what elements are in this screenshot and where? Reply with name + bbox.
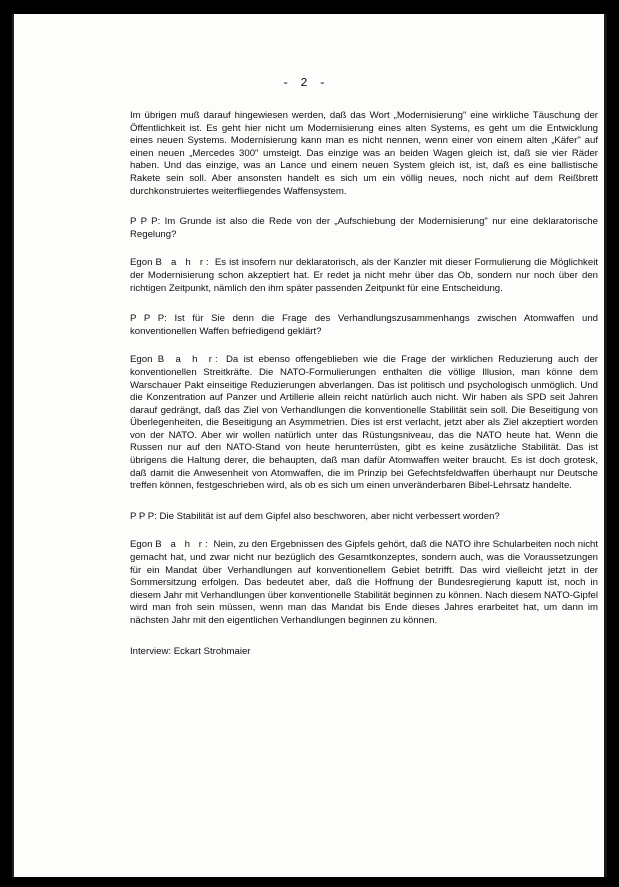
page-edge	[12, 14, 14, 877]
speaker-last-name: B a h r:	[155, 539, 211, 551]
speaker-last-name: B a h r:	[155, 257, 212, 269]
paragraph-text: Die Stabilität ist auf dem Gipfel also beschworen, aber nicht verbessert worden?	[159, 510, 500, 522]
document-page	[12, 14, 607, 877]
interview-text	[130, 110, 598, 676]
paragraph-text: Es ist insofern nur deklaratorisch, als der Kanzler mit dieser Formulierung die Möglichkeit der Modernisierung schon akzeptiert hat. Er redet ja nicht mehr über das Ob, sondern nur noch über den richtigen Zeitpunkt, nämlich den ihm später passenden Zeitpunkt für eine Entscheidung.	[130, 257, 598, 294]
answer-paragraph	[130, 257, 598, 295]
answer-paragraph	[130, 354, 598, 493]
paragraph-text: Da ist ebenso offengeblieben wie die Frage der wirklichen Reduzierung auch der konventionellen Streitkräfte. Die NATO-Formulierungen enthalten die völlige Illusion, man könne dem Warschauer Pakt einseitige Reduzierungen abverlangen. Das ist politisch und psychologisch unmöglich. Und die Konzentration auf Panzer und Artillerie allein reicht natürlich auch nicht. Wir haben als SPD seit Jahren darauf gedrängt, daß das Ziel von Verhandlungen die konventionelle Stabilität sein soll. Die Beseitigung von Überlegenheiten, die Beseitigung an Asymmetrien. Dies ist erst verlacht, jetzt aber als Ziel akzeptiert worden von der NATO. Aber wir wollen natürlich unter das Rüstungsniveau, das die NATO heute hat. Wenn die Russen nur auf den NATO-Stand von heute herunterrüsten, gibt es keine zusätzliche Stabilität. Das ist übrigens die Haltung derer, die behaupten, daß man dafür Atomwaffen weiter braucht. Es ist doch grotesk, daß damit die Anwesenheit von Atomwaffen, die im Prinzip bei Gefechtsfeldwaffen überhaupt nur Deutsche treffen können, festgeschrieben wird, als ob es sich um einen unveränderbaren Bibel-Lehrsatz handelte.	[130, 354, 598, 492]
speaker-first-name: Egon	[130, 539, 153, 551]
answer-paragraph	[130, 539, 598, 627]
speaker-first-name: Egon	[130, 354, 153, 366]
speaker-label: P P P:	[130, 313, 167, 325]
question-paragraph	[130, 511, 598, 524]
question-paragraph	[130, 313, 598, 338]
paragraph-text: Ist für Sie denn die Frage des Verhandlungszusammenhangs zwischen Atomwaffen und konventionellen Waffen befriedigend geklärt?	[130, 313, 598, 337]
paragraph-text: Im Grunde ist also die Rede von der „Aufschiebung der Modernisierung" nur eine deklaratorische Regelung?	[130, 216, 598, 240]
paragraph	[130, 110, 598, 198]
paragraph-text: Nein, zu den Ergebnissen des Gipfels gehört, daß die NATO ihre Schularbeiten noch nicht gemacht hat, und zwar nicht nur bezüglich des Gesamtkonzeptes, sondern auch, was die Voraussetzungen für ein Mandat über Verhandlungen auf konventionellem Gebiet betrifft. Das wird vielleicht jetzt in der Sommersitzung erfolgen. Das bedeutet aber, daß die Hoffnung der Bundesregierung kaputt ist, noch in diesem Jahr mit Verhandlungen über konventionelle Stabilität beginnen zu können. Nach diesem NATO-Gipfel wird man froh sein müssen, wenn man das Mandat bis Ende dieses Jahres erarbeitet hat, um dann im nächsten Jahr mit den eigentlichen Verhandlungen beginnen zu können.	[130, 539, 598, 626]
speaker-first-name: Egon	[130, 257, 153, 269]
speaker-label: P P P:	[130, 216, 161, 228]
page-number: - 2 -	[282, 76, 329, 90]
paragraph-text: Im übrigen muß darauf hingewiesen werden, daß das Wort „Modernisierung" eine wirkliche Täuschung der Öffentlichkeit ist. Es geht hier nicht um Modernisierung eines alten Systems, es geht um die Entwicklung eines neuen Systems. Modernisierung kann man es nicht nennen, wenn einer von einem alten „Käfer" auf einen neuen „Mercedes 300" umsteigt. Das einzige was an beiden Wagen gleich ist, daß sie vier Räder haben. Und das einzige, was an Lance und einem neuen System gleich ist, ist, daß es eine ballistische Rakete sein soll. Aber ansonsten handelt es sich um ein völlig neues, noch nicht auf dem Reißbrett durchkonstruiertes weiterfliegendes Waffensystem.	[130, 110, 598, 197]
interview-credit: Interview: Eckart Strohmaier	[130, 645, 251, 657]
speaker-label: P P P:	[130, 510, 157, 522]
question-paragraph	[130, 216, 598, 241]
speaker-last-name: B a h r:	[157, 354, 221, 366]
